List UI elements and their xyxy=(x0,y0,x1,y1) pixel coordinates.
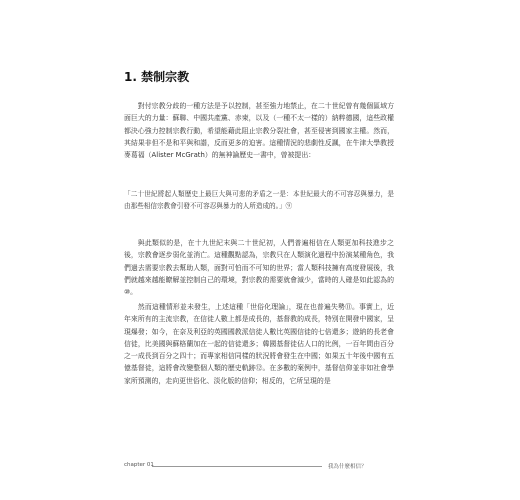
footer-divider xyxy=(152,466,322,467)
body-paragraph-3: 然而這種情形並未發生，上述這種「世俗化理論」，現在也普遍失勢⑪。事實上，近年來所有的主流宗教，在信徒人數上都是成長的，基督教的成長，特別在開發中國家，呈現爆發；如今，在奈及利亞的英國國教派信徒人數比英國信徒的七倍還多；遊納的長老會信徒，比美國與蘇格蘭加在一起的信徒還多；韓國基督徒佔人口的比例，一百年間由百分之一成長到百分之四十；而專家相信同樣的狀況將會發生在中國；如果五十年後中國有五億基督徒，這將會改變整個人類的歷史軌跡⑫。在多數的案例中，基督信仰並非如社會學家所預測的，走向更世俗化、淡化版的信仰；相反的，它所呈現的是 xyxy=(124,303,394,385)
page-footer xyxy=(124,462,396,472)
block-quote: 「二十世紀將起人類歷史上最巨大與可悲的矛盾之一是：本世紀最大的不可容忍與暴力，是由那些相信宗教會引發不可容忍與暴力的人所造成的。」⑨ xyxy=(124,190,394,211)
body-paragraph-2: 與此類似的是，在十九世紀末與二十世紀初，人們普遍相信在人類更加科技進步之後，宗教會逐步弱化並消亡。這種觀點認為，宗教只在人類演化過程中扮演某種角色，我們過去需要宗教去幫助人類，面對可怕而不可知的世界；當人類科技擁有高度發展後，我們就越來越能瞭解並控制自己的環境，對宗教的需要就會減少，當時的人確是如此認為的⑩。 xyxy=(124,239,394,297)
section-title: 1. 禁制宗教 xyxy=(124,70,190,84)
footer-book-title: 我為什麼相信？ xyxy=(328,464,367,470)
body-paragraph-1: 對付宗教分歧的一種方法是予以控制，甚至強力地禁止，在二十世紀曾有幾個區域方面巨大的力量：蘇聯、中國共產黨、赤柬，以及（一種不太一樣的）納粹德國，這些政權都決心強力控制宗教行動，希望能藉此阻止宗教分裂社會，甚至侵害到國家主權。然而，其結果非但不是和平與和諧，反而更多的迫害。這種情況的悲劇性反諷，在牛津大學教授麥葛福（Alister McGrath）的無神論歷史一書中，曾被提出： xyxy=(124,102,394,160)
footer-chapter-label: chapter 01 xyxy=(124,462,154,468)
